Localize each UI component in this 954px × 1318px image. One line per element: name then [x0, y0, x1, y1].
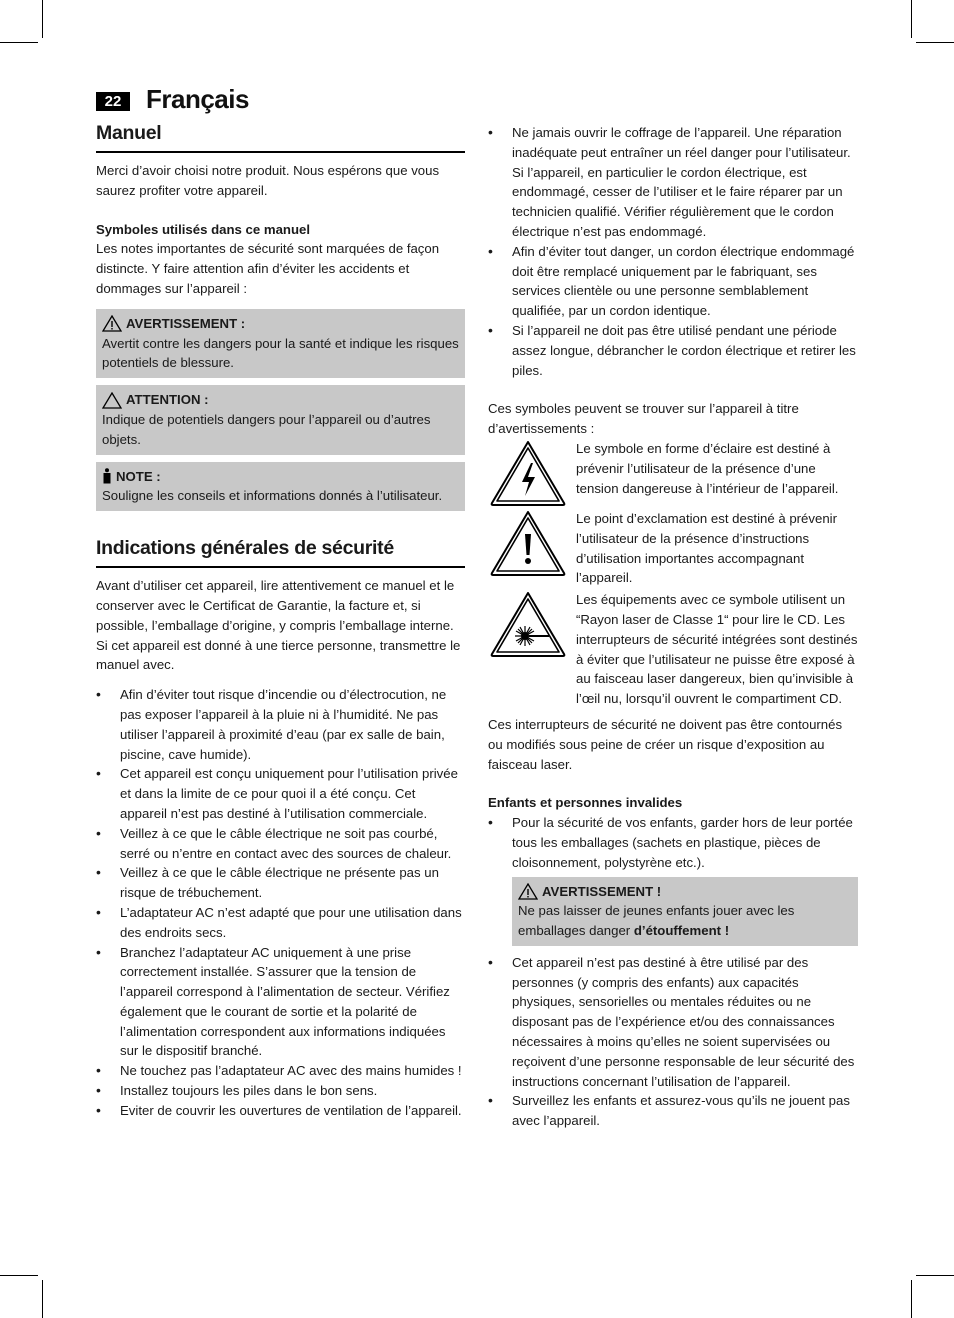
manual-intro: Merci d’avoir choisi notre produit. Nous espérons que vous saurez profiter votre appareil. — [96, 163, 440, 198]
children-bullets-a — [488, 813, 858, 872]
list-item: • Cet appareil n’est pas destiné à être utilisé par des personnes (y compris des enfants) aux capacités physiques, sensorielles ou mentales réduites ou ne disposant pas de l’expérience et/ou des connaissances nécessaires à moins qu’elles ne soient supervisées ou reçoivent d’une personne responsable de leur sécurité des instructions concernant l’utilisation de l’appareil. — [488, 953, 858, 1092]
warning-text: Avertit contre les dangers pour la santé et indique les risques potentiels de blessure. — [102, 335, 459, 371]
warning-box — [96, 309, 465, 378]
warning-title: AVERTISSEMENT : — [126, 315, 246, 331]
info-icon — [102, 468, 112, 484]
left-column — [96, 120, 465, 1121]
list-item: • Veillez à ce que le câble électrique ne soit pas courbé, serré ou n’entre en contact avec des sources de chaleur. — [96, 824, 465, 864]
safety-heading: Indications générales de sécurité — [96, 535, 465, 568]
language-title: Français — [146, 84, 249, 114]
symbol-row — [488, 590, 858, 709]
crop-mark — [0, 1275, 38, 1276]
note-text: Souligne les conseils et informations donnés à l’utilisateur. — [102, 488, 443, 504]
warning-triangle-icon — [102, 392, 122, 409]
symbol-row — [488, 439, 858, 507]
list-item: • Installez toujours les piles dans le bon sens. — [96, 1081, 465, 1101]
list-item: • Veillez à ce que le câble électrique ne présente pas un risque de trébuchement. — [96, 863, 465, 903]
children-warning-title: AVERTISSEMENT ! — [542, 883, 662, 899]
attention-box — [96, 385, 465, 454]
interlock-text: Ces interrupteurs de sécurité ne doivent pas être contournés ou modifiés sous peine de créer un risque d’exposition au faisceau laser. — [488, 716, 843, 772]
children-warning-text-bold: d’étouffement ! — [633, 923, 730, 939]
symbols-heading: Symboles utilisés dans ce manuel — [96, 221, 311, 237]
lightning-warning-icon — [489, 439, 567, 507]
attention-title: ATTENTION : — [126, 392, 209, 408]
children-heading: Enfants et personnes invalides — [488, 795, 683, 811]
children-bullets-b — [488, 953, 858, 1131]
list-item: • Si l’appareil ne doit pas être utilisé pendant une période assez longue, débrancher le cordon électrique et retirer les piles. — [488, 321, 858, 380]
note-box — [96, 462, 465, 512]
symbol-row — [488, 509, 858, 588]
list-item: • Cet appareil est conçu uniquement pour l’utilisation privée et dans la limite de ce pour quoi il a été conçu. Cet appareil n’est pas destiné à l’utilisation commerciale. — [96, 764, 465, 823]
list-item: • Afin d’éviter tout risque d’incendie ou d’électrocution, ne pas exposer l’appareil à la pluie ni à l’humidité. Ne pas utiliser l’appareil à proximité d’eau (par ex salle de bain, piscine, cave humide). — [96, 685, 465, 764]
symbols-text: Les notes importantes de sécurité sont marquées de façon distincte. Y faire attention afin d’éviter les accidents et dommages sur l’appareil : — [96, 241, 440, 296]
list-item: • Ne touchez pas l’adaptateur AC avec des mains humides ! — [96, 1061, 465, 1081]
crop-mark — [42, 0, 43, 38]
safety-bullets-right — [488, 123, 858, 380]
attention-text: Indique de potentiels dangers pour l’appareil ou d’autres objets. — [102, 411, 431, 447]
list-item: • Branchez l’adaptateur AC uniquement à une prise correctement installée. S’assurer que la tension de l’appareil correspond à l’alimentation de secteur. Vérifiez également que le courant de sortie et la polarité de l’alimentation correspondent aux informations indiquées sur le dispositif branché. — [96, 943, 465, 1062]
children-warning-box — [512, 877, 858, 946]
list-item: • L’adaptateur AC n’est adapté que pour une utilisation dans des endroits secs. — [96, 903, 465, 943]
symbol-text: Les équipements avec ce symbole utilisent un “Rayon laser de Classe 1“ pour lire le CD. Les interrupteurs de sécurité intégrées sont destinés à éviter que l’utilisateur ne puisse être exposé à au faisceau laser dangereux, bien qu’invisible à l’œil nu, lorsqu’il ouvrent le compartiment CD. — [576, 592, 858, 707]
page-number: 22 — [96, 92, 130, 111]
list-item: • Ne jamais ouvrir le coffrage de l’appareil. Une réparation inadéquate peut entraîner un réel danger pour l’utilisateur. Si l’appareil, en particulier le cordon électrique, est endommagé, cesser de l’utiliser et le faire réparer par un technicien qualifié. Vérifier régulièrement que le cordon électrique n’est pas endommagé. — [488, 123, 858, 242]
safety-bullets-left — [96, 685, 465, 1121]
note-title: NOTE : — [116, 468, 161, 484]
symbols-intro: Ces symboles peuvent se trouver sur l’appareil à titre d’avertissements : — [488, 401, 799, 437]
warning-triangle-icon — [102, 315, 122, 332]
symbol-text: Le point d’exclamation est destiné à prévenir l’utilisateur de la présence d’instructions d’utilisation importantes accompagnant l’appareil. — [576, 510, 837, 586]
crop-mark — [0, 42, 38, 43]
warning-triangle-icon — [518, 883, 538, 900]
list-item: • Surveillez les enfants et assurez-vous qu’ils ne jouent pas avec l’appareil. — [488, 1091, 858, 1131]
manual-heading: Manuel — [96, 120, 465, 153]
crop-mark — [911, 1280, 912, 1318]
children-warning-text — [518, 901, 852, 941]
children-warning-text-regular: Ne pas laisser de jeunes enfants jouer avec les emballages danger — [518, 903, 795, 939]
list-item: • Eviter de couvrir les ouvertures de ventilation de l’appareil. — [96, 1101, 465, 1121]
crop-mark — [916, 42, 954, 43]
safety-intro: Avant d’utiliser cet appareil, lire attentivement ce manuel et le conserver avec le Certificat de Garantie, la facture et, si possible, l’emballage d’origine, y compris l’emballage interne. Si cet appareil est donné à une tierce personne, transmettre le manuel avec. — [96, 578, 461, 673]
crop-mark — [42, 1280, 43, 1318]
exclamation-warning-icon — [489, 509, 567, 577]
laser-warning-icon — [489, 590, 567, 658]
right-column — [488, 123, 858, 1131]
crop-mark — [916, 1275, 954, 1276]
list-item: • Pour la sécurité de vos enfants, garder hors de leur portée tous les emballages (sachets en plastique, pièces de cloisonnement, polystyrène etc.). — [488, 813, 858, 872]
symbol-text: Le symbole en forme d’éclaire est destiné à prévenir l’utilisateur de la présence d’une tension dangereuse à l’intérieur de l’appareil. — [576, 440, 839, 496]
crop-mark — [911, 0, 912, 38]
list-item: • Afin d’éviter tout danger, un cordon électrique endommagé doit être remplacé uniquement par le fabriquant, ses services clientèle ou une personne semblablement qualifiée, par un cordon identique. — [488, 242, 858, 321]
